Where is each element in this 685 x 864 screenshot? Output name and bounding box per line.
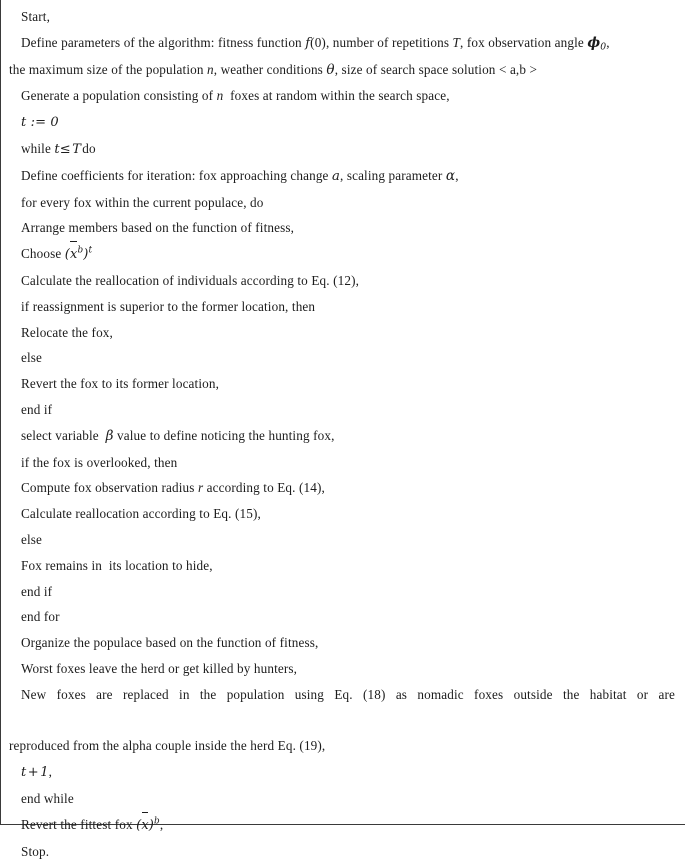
math-fittest-fox: $(x)^b$ (136, 818, 160, 833)
pseudocode-line-choose-best: Choose $(x^b)^t$ (1, 241, 675, 268)
pseudocode-line-else-1: else (1, 345, 675, 371)
math-population-size-2: n (217, 88, 224, 103)
pseudocode-line-fox-remains: Fox remains in its location to hide, (1, 553, 675, 579)
math-while-condition: t≤ T (54, 142, 81, 157)
pseudocode-line-list (1, 4, 675, 864)
pseudocode-line-end-if-1: end if (1, 397, 675, 423)
pseudocode-line-t-assign-zero (1, 109, 675, 136)
pseudocode-line-calculate-reallocation-12: Calculate the reallocation of individuals according to Eq. (12), (1, 268, 675, 294)
pseudocode-line-define-parameters-cont: the maximum size of the population n, weather conditions θ, size of search space solution < a,b > (1, 57, 675, 84)
pseudocode-line-generate-population: Generate a population consisting of n foxes at random within the search space, (1, 83, 675, 109)
pseudocode-line-revert-fox: Revert the fox to its former location, (1, 371, 675, 397)
math-init-counter: t := 0 (21, 115, 59, 130)
pseudocode-line-stop: Stop. (1, 839, 675, 864)
math-notice-variable: β (106, 428, 114, 444)
math-approach-change: a (332, 169, 340, 184)
pseudocode-line-define-parameters: Define parameters of the algorithm: fitness function f(0), number of repetitions T, fox observation angle $\phi_0$, (1, 30, 675, 57)
pseudocode-line-for-every-fox: for every fox within the current populace, do (1, 190, 675, 216)
pseudocode-line-start: Start, (1, 4, 675, 30)
pseudocode-line-if-reassignment: if reassignment is superior to the former location, then (1, 294, 675, 320)
math-scaling-parameter: α (446, 168, 455, 184)
pseudocode-line-end-while: end while (1, 786, 675, 812)
pseudocode-line-end-if-2: end if (1, 579, 675, 605)
pseudocode-line-arrange-members: Arrange members based on the function of fitness, (1, 215, 675, 241)
math-observation-radius: r (198, 480, 203, 495)
pseudocode-line-select-variable-beta: select variable β value to define noticing the hunting fox, (1, 423, 675, 450)
pseudocode-line-compute-radius-14: Compute fox observation radius r according to Eq. (14), (1, 475, 675, 501)
math-repetitions: T (453, 35, 460, 50)
pseudocode-line-relocate-fox: Relocate the fox, (1, 320, 675, 346)
pseudocode-line-new-foxes-cont: reproduced from the alpha couple inside the herd Eq. (19), (1, 733, 675, 759)
pseudocode-line-define-coefficients: Define coefficients for iteration: fox approaching change a, scaling parameter α, (1, 163, 675, 190)
pseudocode-line-organize-populace: Organize the populace based on the function of fitness, (1, 630, 675, 656)
math-observation-angle: $\phi_0$ (587, 35, 606, 51)
pseudocode-line-else-2: else (1, 527, 675, 553)
pseudocode-line-if-overlooked: if the fox is overlooked, then (1, 450, 675, 476)
math-best-solution: $(x^b)^t$ (65, 247, 92, 262)
pseudocode-line-end-for: end for (1, 604, 675, 630)
math-increment: t + 1 (21, 765, 49, 780)
pseudocode-line-revert-fittest: Revert the fittest fox $(x)^b$, (1, 812, 675, 839)
math-fitness-function: f (305, 36, 310, 51)
pseudocode-line-while: while t≤ T do (1, 136, 675, 163)
pseudocode-line-new-foxes: New foxes are replaced in the population using Eq. (18) as nomadic foxes outside the habitat or are (1, 682, 675, 734)
math-population-size: n (207, 62, 214, 77)
pseudocode-line-calculate-reallocation-15: Calculate reallocation according to Eq. (15), (1, 501, 675, 527)
math-weather-conditions: θ (326, 62, 334, 78)
pseudocode-line-worst-foxes: Worst foxes leave the herd or get killed by hunters, (1, 656, 675, 682)
pseudocode-line-t-plus-1: t + 1, (1, 759, 675, 786)
